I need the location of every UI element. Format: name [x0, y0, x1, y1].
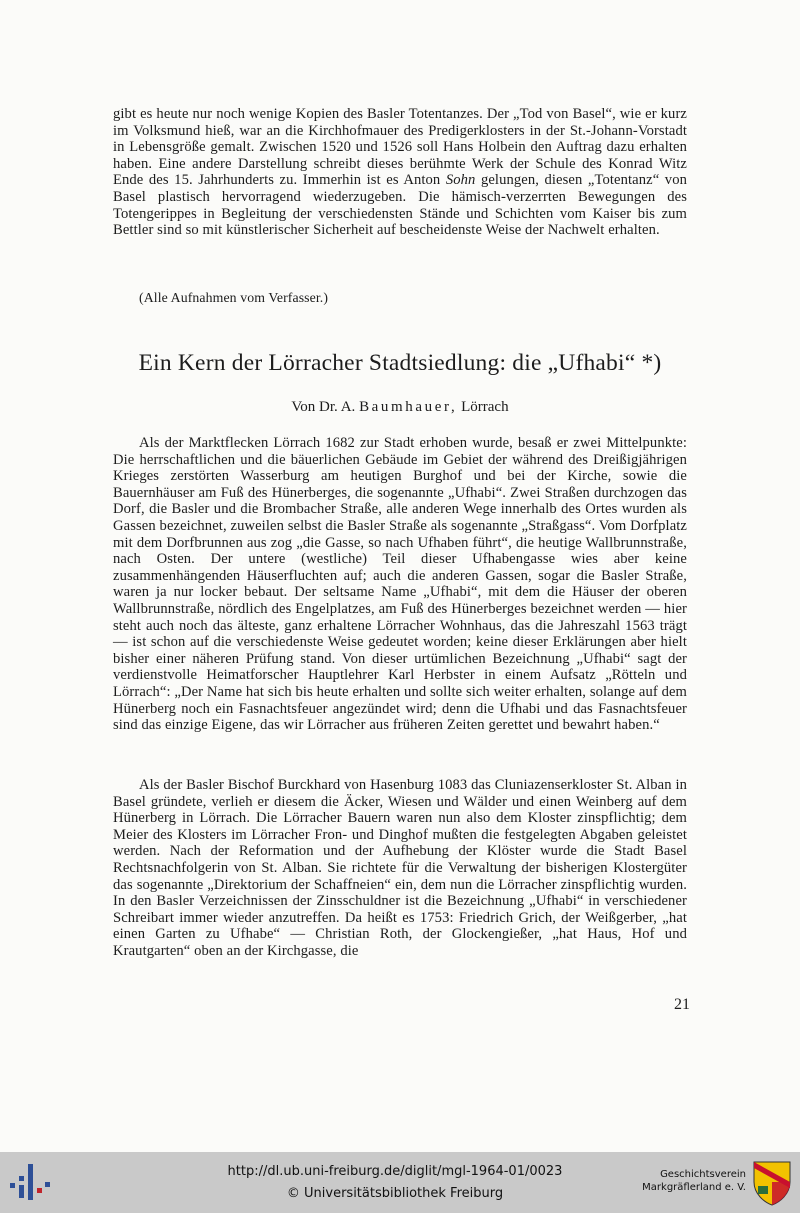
ub-freiburg-logo-icon[interactable]	[8, 1162, 52, 1202]
page-number: 21	[674, 996, 690, 1013]
society-name	[628, 1168, 746, 1194]
intro-paragraph: gibt es heute nur noch wenige Kopien des Basler Totentanzes. Der „Tod von Basel“, wie er kurz im Volksmund hieß, war an die Kirchhofmauer des Predigerklosters in der St.-Johann-Vorstadt in Lebensgröße gemalt. Zwischen 1520 und 1526 soll Hans Holbein den Auftrag dazu erhalten haben. Eine andere Darstellung schreibt dieses berühmte Werk der Schule des Konrad Witz Ende des 15. Jahrhunderts zu. Immerhin ist es Anton Sohn gelungen, diesen „Totentanz“ von Basel plastisch hervorragend wiederzugeben. Die hämisch-verzerrten Bewegungen des Totengerippes in Begleitung der verschiedensten Stände und Schichten vom Kaiser bis zum Bettler sind so mit künstlerischer Sicherheit auf bescheidenste Weise der Nachwelt erhalten.	[113, 106, 687, 239]
body-paragraph-1: Als der Marktflecken Lörrach 1682 zur Stadt erhoben wurde, besaß er zwei Mittelpunkte: Die herrschaftlichen und die bäuerlichen Gebäude im Gebiet der während des Dreißigjährigen Krieges zerstörten Wasserburg am heutigen Burghof und bei der Kirche, sowie die Bauernhäuser am Fuß des Hünerberges, die sogenannte „Ufhabi“. Zwei Straßen durchzogen das Dorf, die Basler und die Brombacher Straße, alle anderen Wege innerhalb des Ortes wurden als Gassen bezeichnet, zuweilen selbst die Basler Straße als sogenannte „Straßgass“. Vom Dorfplatz mit dem Dorfbrunnen aus zog „die Gasse, so nach Ufhaben führt“, die heutige Wallbrunnstraße, nach Osten. Der untere (westliche) Teil dieser Ufhabengasse wies aber keine zusammenhängenden Häuserfluchten auf; auch die anderen Gassen, sogar die Basler Straße, waren ja nur locker bebaut. Der seltsame Name „Ufhabi“, mit dem die Häuser der oberen Wallbrunnstraße, nördlich des Engelplatzes, am Fuß des Hünerberges bezeichnet werden — hier steht auch noch das älteste, ganz erhaltene Lörracher Wohnhaus, das die Jahreszahl 1563 trägt — ist schon auf die verschiedenste Weise gedeutet worden; keine dieser Erklärungen aber hielt bisher einer näheren Prüfung stand. Von dieser urtümlichen Bezeichnung „Ufhabi“ sagt der verdienstvolle Heimatforscher Hauptlehrer Karl Herbster in einem Aufsatz „Rötteln und Lörrach“: „Der Name hat sich bis heute erhalten und sollte sich weiter erhalten, solange auf dem Hünerberg noch ein Fasnachtsfeuer angezündet wird; denn die Ufhabi und das Fasnachtsfeuer sind das einzige Eigene, das wir Lörracher aus früheren Zeiten gerettet und bewahrt haben.“	[113, 435, 687, 734]
coat-of-arms-icon[interactable]	[752, 1160, 792, 1206]
photo-credit: (Alle Aufnahmen vom Verfasser.)	[139, 290, 329, 305]
society-name-line2: Markgräflerland e. V.	[642, 1182, 746, 1193]
byline	[100, 399, 700, 416]
viewer-footer	[0, 1152, 800, 1213]
permalink-url[interactable]: http://dl.ub.uni-freiburg.de/diglit/mgl-1964-01/0023	[227, 1164, 563, 1179]
byline-prefix: Von Dr. A.	[291, 399, 356, 415]
article-title: Ein Kern der Lörracher Stadtsiedlung: die „Ufhabi“ *)	[138, 350, 662, 376]
body-paragraph-2: Als der Basler Bischof Burckhard von Hasenburg 1083 das Cluniazenserkloster St. Alban in Basel gründete, verlieh er diesem die Äcker, Wiesen und Wälder und einen Weinberg auf dem Hünerberg in Lörrach. Die Lörracher Bauern waren nun also dem Kloster zinspflichtig; dem Meier des Klosters im Lörracher Fron- und Dinghof mußten die festgelegten Abgaben geleistet werden. Nach der Reformation und der Aufhebung der Klöster wurde die Stadt Basel Rechtsnachfolgerin von St. Alban. Sie richtete für die Verwaltung der bisherigen Klostergüter das sogenannte „Direktorium der Schaffneien“ ein, dem nun die Lörracher zinspflichtig wurden. In den Basler Verzeichnissen der Zinsschuldner ist die Bezeichnung „Ufhabi“ in verschiedener Schreibart immer wieder anzutreffen. Da heißt es 1753: Friedrich Grich, der Weißgerber, „hat einen Garten zu Ufhabe“ — Christian Roth, der Glockengießer, „hat Haus, Hof und Krautgarten“ oben an der Kirchgasse, die	[113, 777, 687, 959]
society-name-line1: Geschichtsverein	[660, 1169, 746, 1180]
byline-author: Baumhauer,	[359, 399, 458, 415]
intro-emphasis: Sohn	[445, 172, 476, 189]
byline-place: Lörrach	[461, 399, 509, 415]
copyright-notice: © Universitätsbibliothek Freiburg	[286, 1186, 504, 1201]
